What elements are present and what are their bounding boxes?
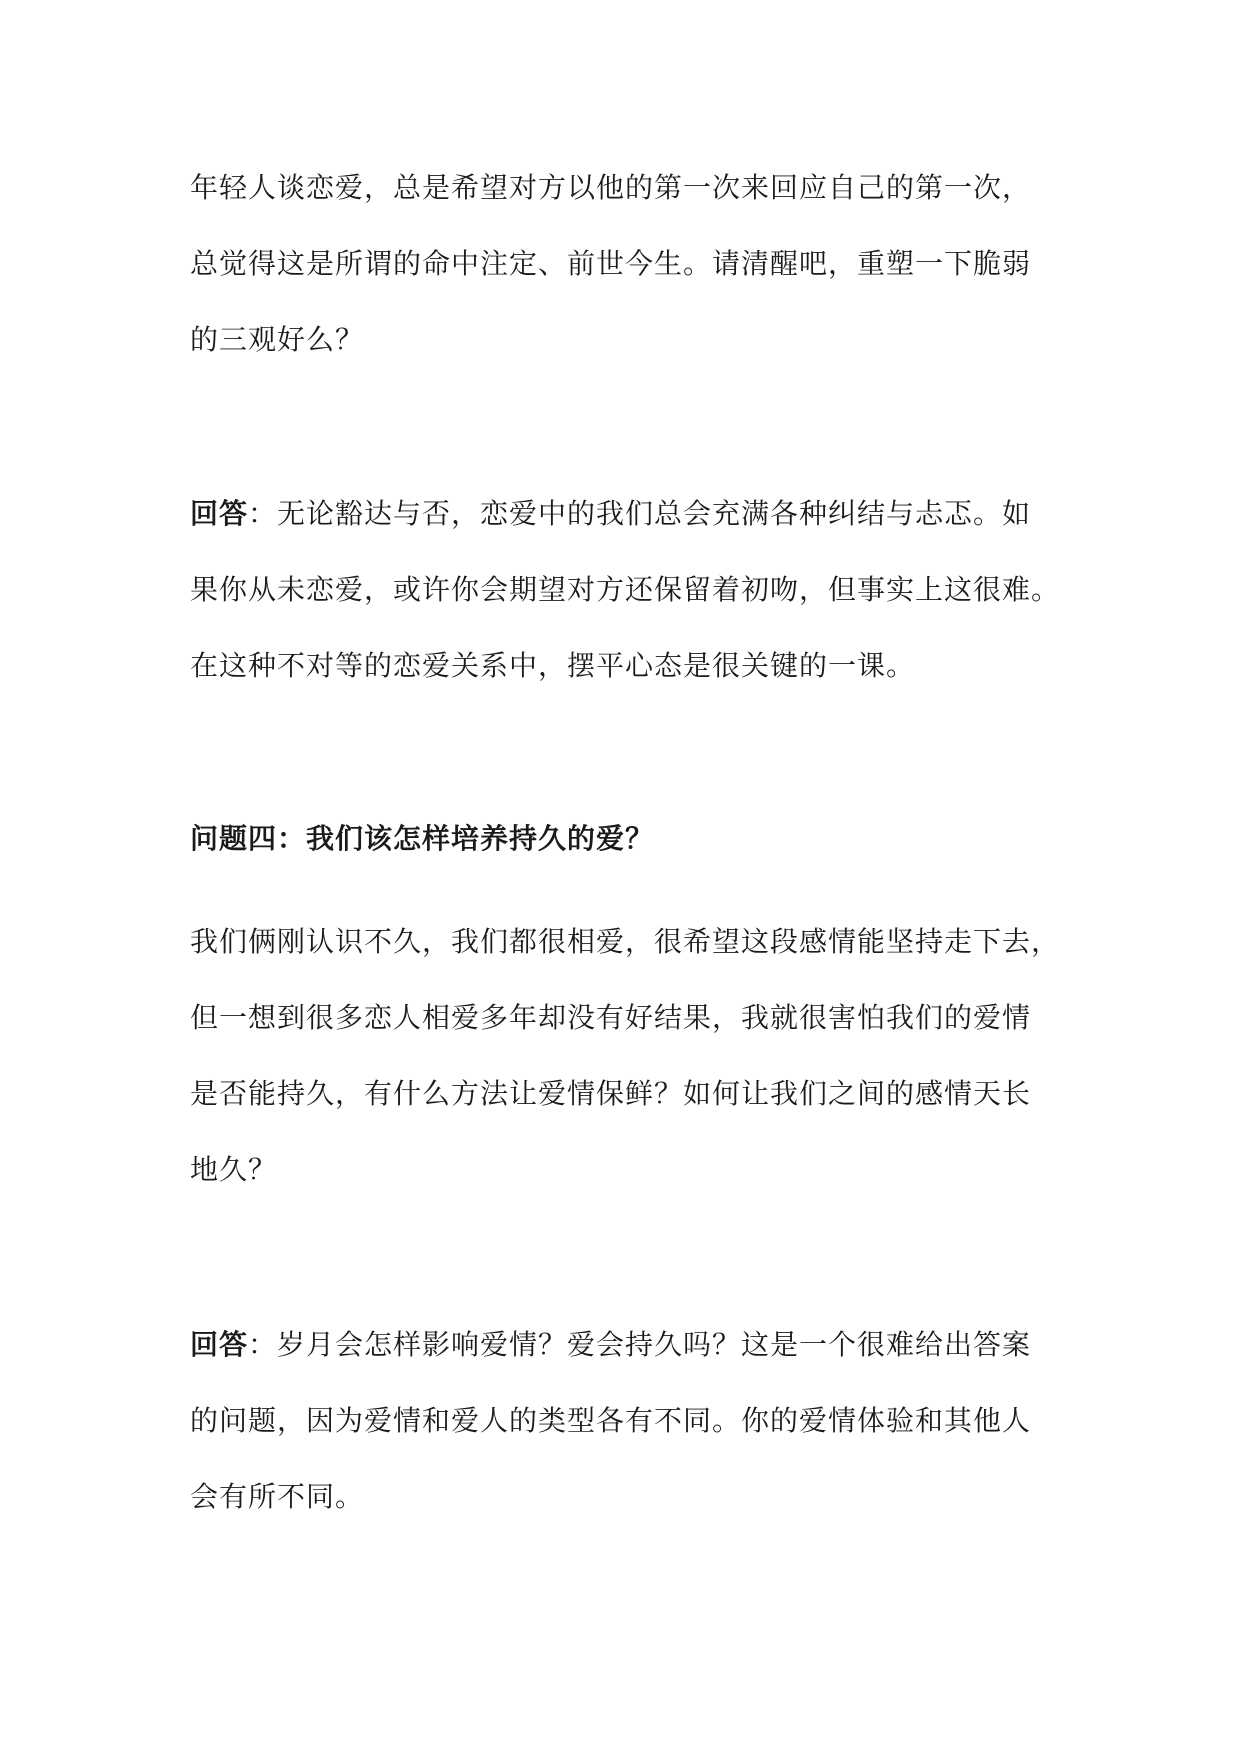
body-text-line: 是否能持久，有什么方法让爱情保鲜？如何让我们之间的感情天长 [190, 1077, 1032, 1110]
body-text-line: 果你从未恋爱，或许你会期望对方还保留着初吻，但事实上这很难。 [190, 573, 1061, 606]
body-text-line: 但一想到很多恋人相爱多年却没有好结果，我就很害怕我们的爱情 [190, 1001, 1032, 1034]
body-text-line: 会有所不同。 [190, 1480, 365, 1513]
body-text-line: 我们俩刚认识不久，我们都很相爱，很希望这段感情能坚持走下去， [190, 925, 1061, 958]
question-heading: 问题四：我们该怎样培养持久的爱？ [190, 822, 655, 855]
answer-text: ：无论豁达与否，恋爱中的我们总会充满各种纠结与忐忑。如 [248, 497, 1032, 530]
answer-label: 回答 [190, 497, 249, 530]
answer-first-line [190, 1327, 1031, 1363]
answer-label: 回答 [190, 1328, 249, 1361]
body-text-line: 的问题，因为爱情和爱人的类型各有不同。你的爱情体验和其他人 [190, 1404, 1032, 1437]
answer-first-line [190, 496, 1031, 532]
body-text-line: 的三观好么？ [190, 323, 365, 356]
body-text-line: 总觉得这是所谓的命中注定、前世今生。请清醒吧，重塑一下脆弱 [190, 247, 1032, 280]
body-text-line: 地久？ [190, 1153, 278, 1186]
body-text-line: 在这种不对等的恋爱关系中，摆平心态是很关键的一课。 [190, 649, 916, 682]
body-text-line: 年轻人谈恋爱，总是希望对方以他的第一次来回应自己的第一次， [190, 171, 1032, 204]
answer-text: ：岁月会怎样影响爱情？爱会持久吗？这是一个很难给出答案 [248, 1328, 1032, 1361]
